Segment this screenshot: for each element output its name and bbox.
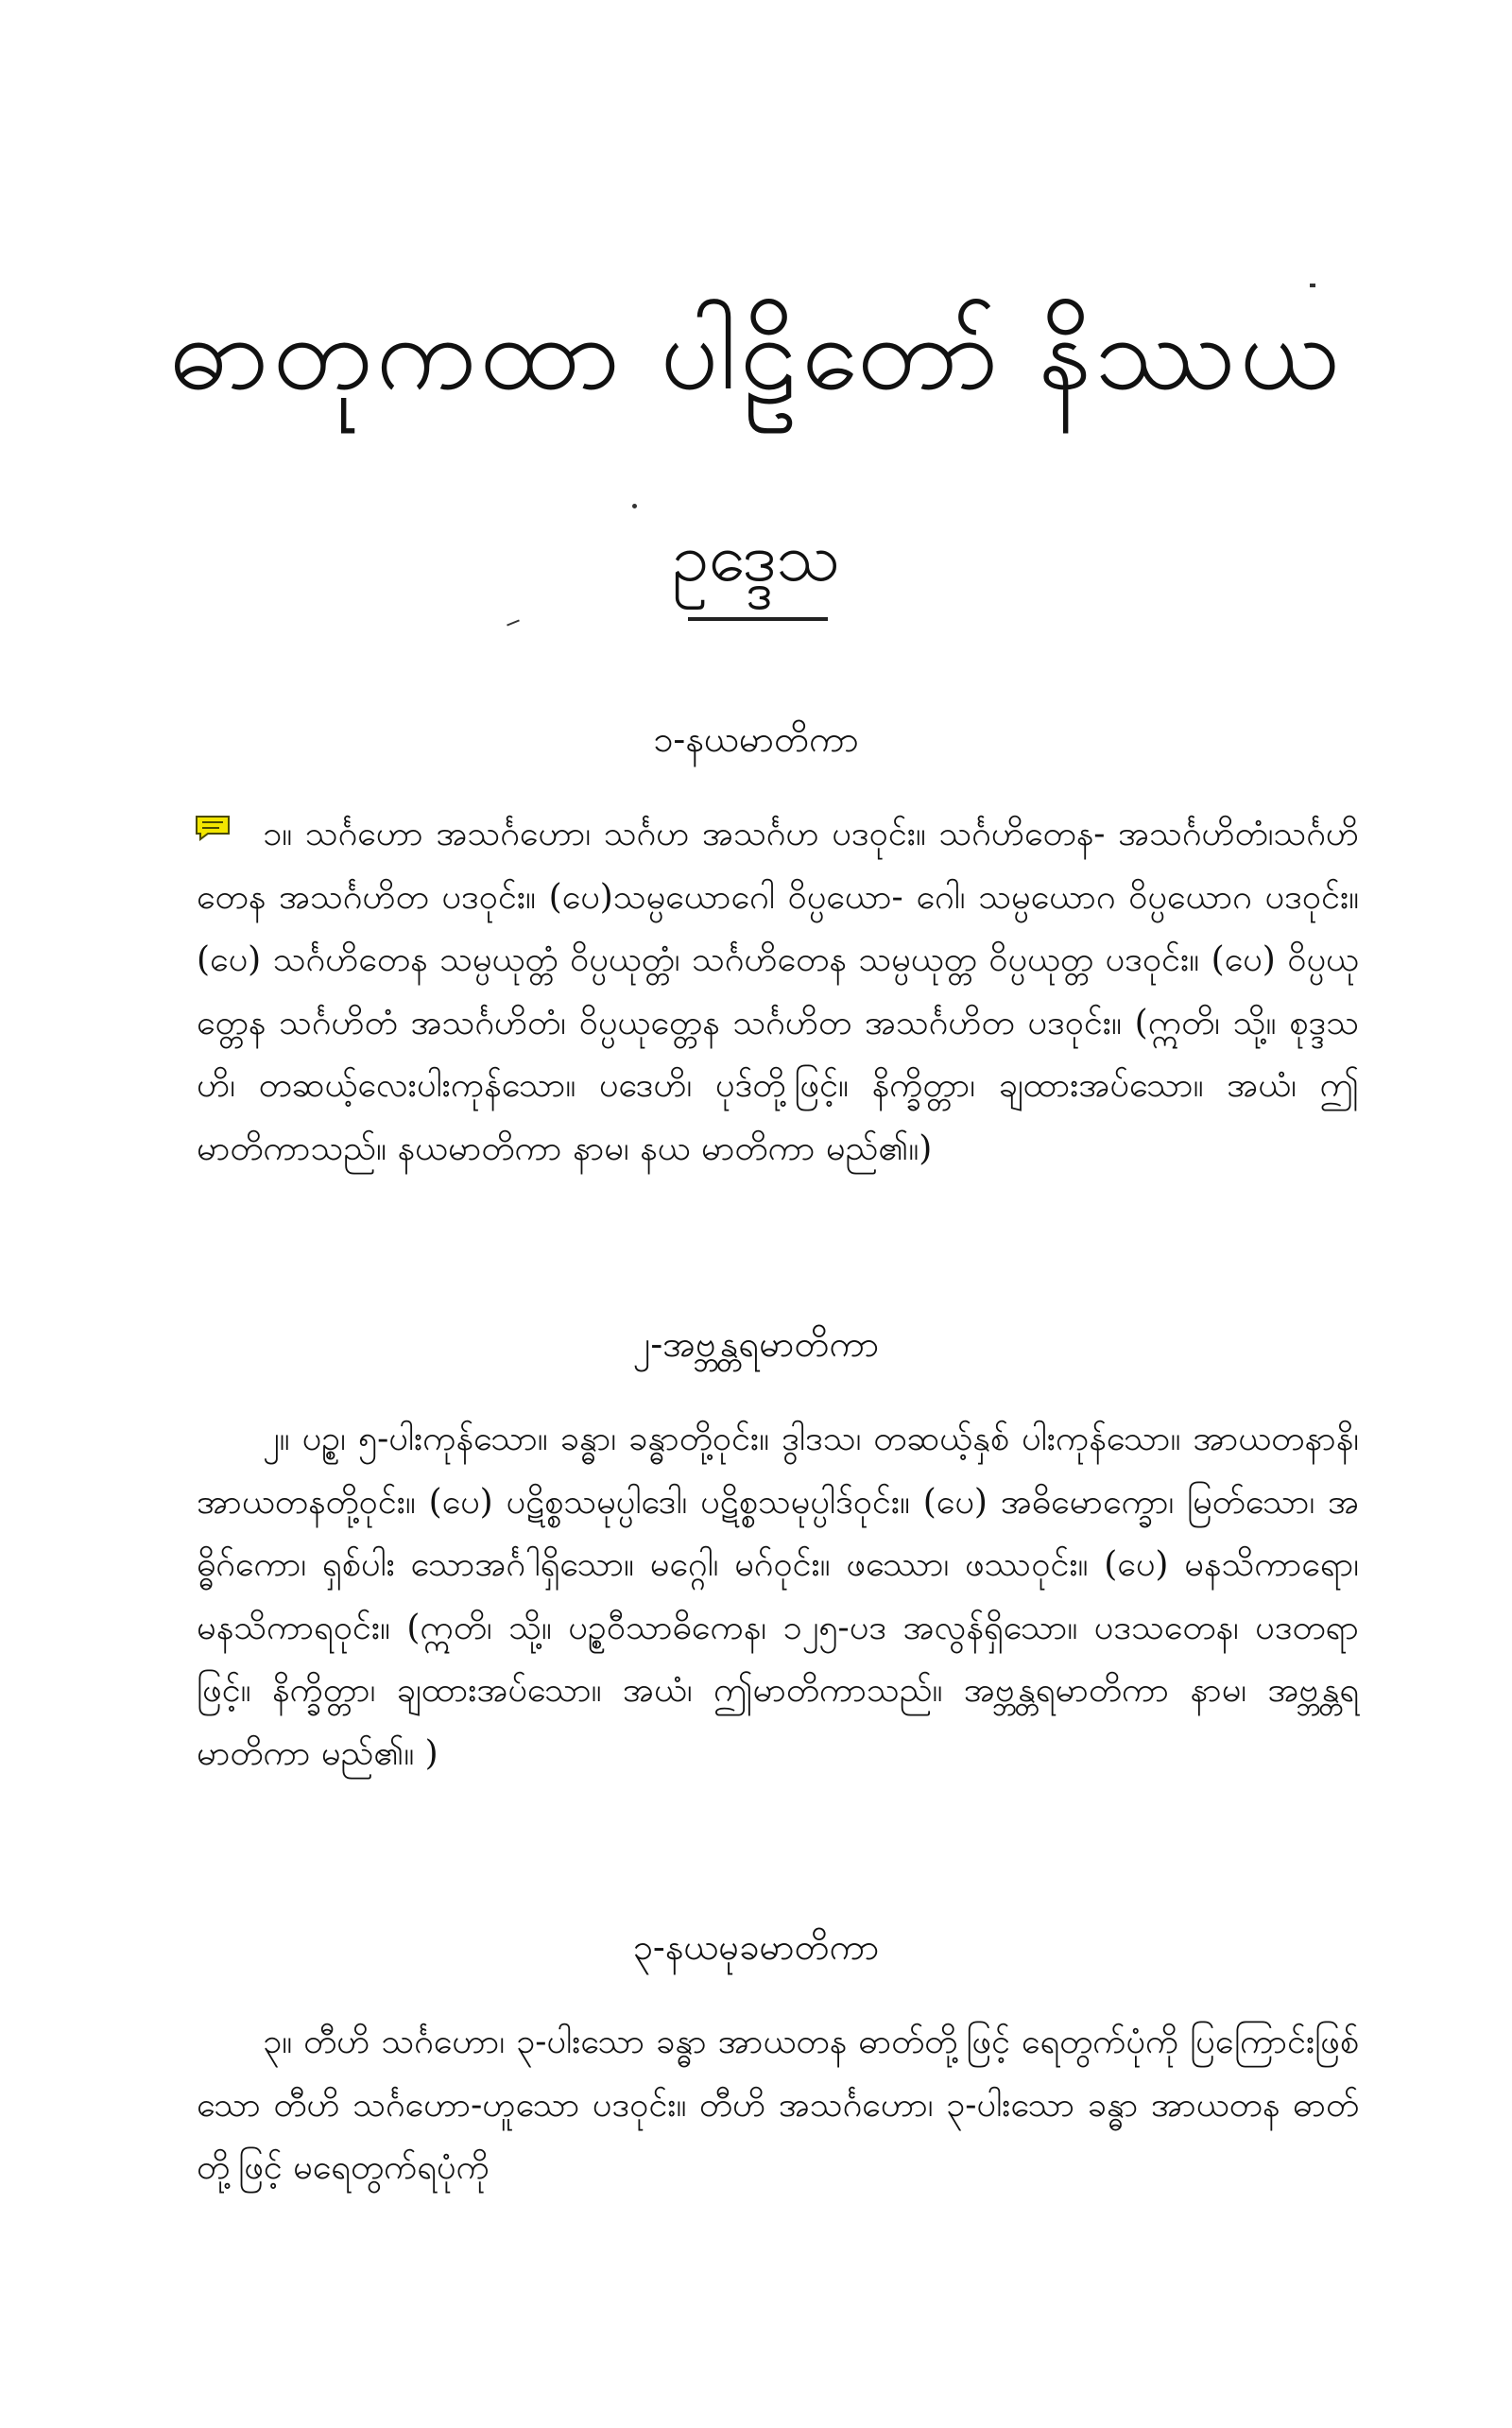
section-paragraph-abbhantara-matika: ၂။ ပဉ္စ၊ ၅-ပါးကုန်သော။ ခန္ဓာ၊ ခန္ဓာတို့ဝုင်း။ ဒွါဒသ၊ တဆယ့်နှစ် ပါးကုန်သော။ အာယတနာနိ၊ အာယတနတို့ဝုင်း။ (ပေ) ပဋိစ္စသမုပ္ပါဒေါ၊ ပဋိစ္စသမုပ္ပါဒ်ဝုင်း။ (ပေ) အဓိမောက္ခော၊ မြတ်သော၊ အဓ္ဓိဂ်ကော၊ ရှစ်ပါး သောအင်္ဂါရှိသော။ မဂ္ဂေါ၊ မဂ်ဝုင်း။ ဖဿော၊ ဖဿဝုင်း။ (ပေ) မနသိကာရော၊ မနသိကာရဝုင်း။ (ဣတိ၊ သို့။ ပဉ္စဝီသာဓိကေန၊ ၁၂၅-ပဒ အလွန်ရှိသော။ ပဒသတေန၊ ပဒတရာဖြင့်။ နိက္ခိတ္တာ၊ ချထားအပ်သော။ အယံ၊ ဤမာတိကာသည်။ အဗ္ဘန္တရမာတိကာ နာမ၊ အဗ္ဘန္တရ မာတိကာ မည်၏။ ) bbox=[197, 1420, 1359, 1773]
section-heading-nayamukha-matika: ၃-နယမုခမာတိကာ bbox=[632, 1926, 880, 1968]
section-paragraph-naya-matika: ၁။ သင်္ဂဟော အသင်္ဂဟော၊ သင်္ဂဟ အသင်္ဂဟ ပဒဝုင်း။ သင်္ဂဟိတေန- အသင်္ဂဟိတံ၊သင်္ဂဟိတေန အသင်္ဂဟိတ ပဒဝုင်း။ (ပေ)သမ္ပယောဂေါ ဝိပ္ပယော- ဂေါ၊ သမ္ပယောဂ ဝိပ္ပယောဂ ပဒဝုင်း။ (ပေ) သင်္ဂဟိတေန သမ္ပယုတ္တံ ဝိပ္ပယုတ္တံ၊ သင်္ဂဟိတေန သမ္ပယုတ္တ ဝိပ္ပယုတ္တ ပဒဝုင်း။ (ပေ) ဝိပ္ပယုတ္တေန သင်္ဂဟိတံ အသင်္ဂဟိတံ၊ ဝိပ္ပယုတ္တေန သင်္ဂဟိတ အသင်္ဂဟိတ ပဒဝုင်း။ (ဣတိ၊ သို့။ စုဒ္ဒသဟိ၊ တဆယ့်လေးပါးကုန်သော။ ပဒေဟိ၊ ပုဒ်တို့ဖြင့်။ နိက္ခိတ္တာ၊ ချထားအပ်သော။ အယံ၊ ဤမာတိကာသည်။ နယမာတိကာ နာမ၊ နယ မာတိကာ မည်၏။) bbox=[197, 815, 1359, 1168]
subtitle-underline bbox=[688, 617, 828, 621]
section-paragraph-nayamukha-matika: ၃။ တီဟိ သင်္ဂဟော၊ ၃-ပါးသော ခန္ဓာ အာယတန ဓာတ်တို့ဖြင့် ရေတွက်ပုံကို ပြကြောင်းဖြစ်သော တီဟိ သင်္ဂဟော-ဟူသော ပဒဝုင်း။ တီဟိ အသင်္ဂဟော၊ ၃-ပါးသော ခန္ဓာ အာယတန ဓာတ်တို့ဖြင့် မရေတွက်ရပုံကို bbox=[197, 2023, 1359, 2187]
ink-speck bbox=[1310, 284, 1315, 287]
section-heading-abbhantara-matika: ၂-အဗ္ဘန္တရမာတိကာ bbox=[632, 1323, 880, 1365]
page-title: ဓာတုကထာ ပါဠိတော် နိဿယ bbox=[169, 295, 1343, 413]
ink-speck bbox=[632, 504, 637, 508]
ink-speck bbox=[507, 619, 520, 626]
section-heading-naya-matika: ၁-နယမာတိကာ bbox=[653, 718, 859, 760]
page-subtitle: ဥဒ္ဒေသ bbox=[671, 519, 841, 596]
